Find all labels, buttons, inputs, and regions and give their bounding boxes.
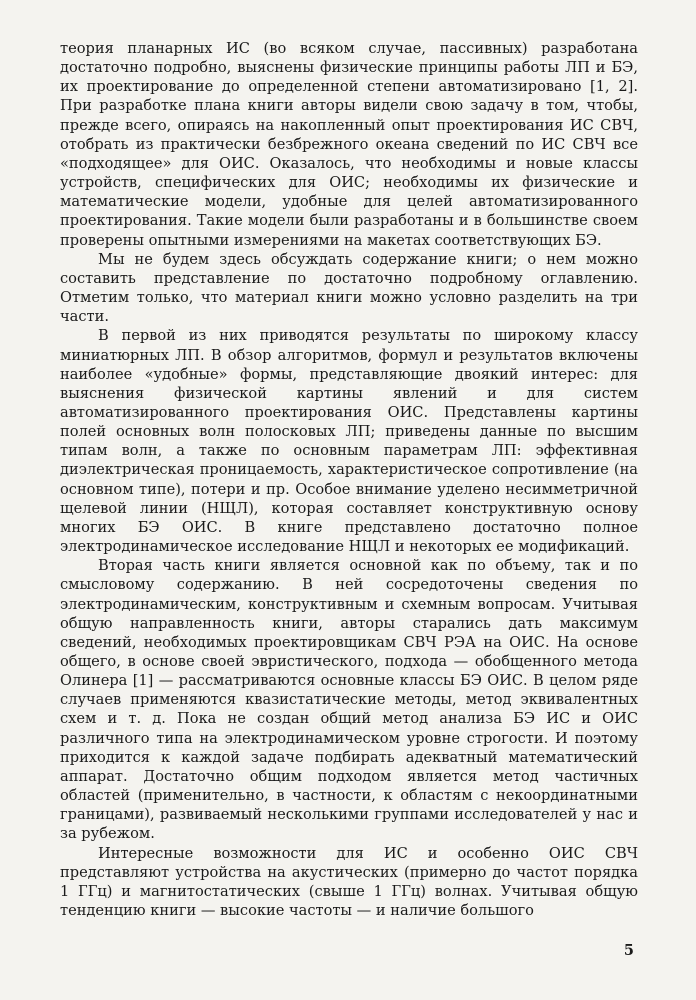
body-text (60, 39, 638, 920)
paragraph-part-one: В первой из них приводятся результаты по широкому классу миниатюрных ЛП. В обзор алгоритмов, формул и результатов включены наиболее «удобные» формы, представляющие двоякий интерес: для выяснения физической картины явлений и для систем автоматизированного проектирования ОИС. Представлены картины полей основных волн полосковых ЛП; приведены данные по высшим типам волн, а также по основным параметрам ЛП: эффективная диэлектрическая проницаемость, характеристическое сопротивление (на основном типе), потери и пр. Особое внимание уделено несимметричной щелевой линии (НЩЛ), которая составляет конструктивную основу многих БЭ ОИС. В книге представлено достаточно полное электродинамическое исследование НЩЛ и некоторых ее модификаций. (60, 327, 638, 556)
paragraph-book-contents: Мы не будем здесь обсуждать содержание книги; о нем можно составить представление по достаточно подробному оглавлению. Отметим только, что материал книги можно условно разделить на три части. (60, 250, 638, 326)
paragraph-part-two: Вторая часть книги является основной как по объему, так и по смысловому содержанию. В ней сосредоточены сведения по электродинамическим, конструктивным и схемным вопросам. Учитывая общую направленность книги, авторы старались дать максимум сведений, необходимых проектировщикам СВЧ РЭА на ОИС. На основе общего, в основе своей эвристического, подхода — обобщенного метода Олинера [1] — рассматриваются основные классы БЭ ОИС. В целом ряде случаев применяются квазистатические методы, метод эквивалентных схем и т. д. Пока не создан общий метод анализа БЭ ИС и ОИС различного типа на электродинамическом уровне строгости. И поэтому приходится к каждой задаче подбирать адекватный математический аппарат. Достаточно общим подходом является метод частичных областей (применительно, в частности, к областям с некоординатными границами), развиваемый несколькими группами исследователей у нас и за рубежом. (60, 557, 638, 843)
paragraph-intro-continuation: теория планарных ИС (во всяком случае, пассивных) разработана достаточно подробно, выяснены физические принципы работы ЛП и БЭ, их проектирование до определенной степени автоматизировано [1, 2]. При разработке плана книги авторы видели свою задачу в том, чтобы, прежде всего, опираясь на накопленный опыт проектирования ИС СВЧ, отобрать из практически безбрежного океана сведений по ИС СВЧ все «подходящее» для ОИС. Оказалось, что необходимы и новые классы устройств, специфических для ОИС; необходимы их физические и математические модели, удобные для целей автоматизированного проектирования. Такие модели были разработаны и в большинстве своем проверены опытными измерениями на макетах соответствующих БЭ. (60, 40, 638, 249)
page-number: 5 (623, 942, 634, 959)
paragraph-acoustic-magnetostatic: Интересные возможности для ИС и особенно ОИС СВЧ представляют устройства на акустических (примерно до частот порядка 1 ГГц) и магнитостатических (свыше 1 ГГц) волнах. Учитывая общую тенденцию книги — высокие частоты — и наличие большого (60, 844, 638, 920)
